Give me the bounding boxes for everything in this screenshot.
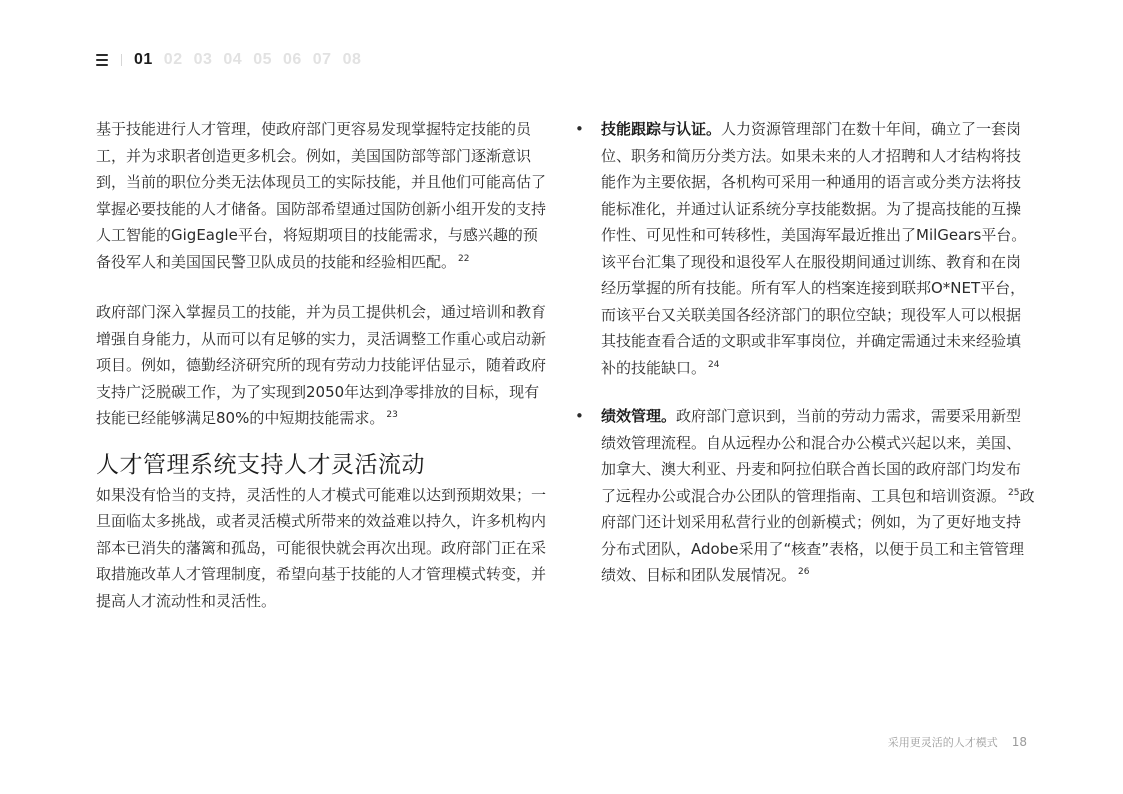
section-link-02[interactable]: 02 xyxy=(163,51,183,68)
section-link-04[interactable]: 04 xyxy=(223,51,243,68)
bullet-text: 政府部门还计划采用私营行业的创新模式；例如，为了更好地支持分布式团队，Adobe采用了“核查”表格，以便于员工和主管管理绩效、目标和团队发展情况。 xyxy=(601,486,1035,584)
body-paragraph xyxy=(96,299,551,432)
section-link-06[interactable]: 06 xyxy=(282,51,302,68)
section-link-05[interactable]: 05 xyxy=(253,51,272,68)
section-heading: 人才管理系统支持人才灵活流动 xyxy=(96,451,425,478)
footnote-ref[interactable]: 25 xyxy=(1008,487,1020,498)
section-link-07[interactable]: 07 xyxy=(312,51,332,68)
bullet-lead: 技能跟踪与认证。 xyxy=(601,120,722,138)
bullet-marker: • xyxy=(575,120,584,138)
paragraph-text: 如果没有恰当的支持，灵活性的人才模式可能难以达到预期效果；一旦面临太多挑战，或者灵活模式所带来的效益难以持久，许多机构内部本已消失的藩篱和孤岛，可能很快就会再次出现。政府部门正在采取措施改革人才管理制度，希望向基于技能的人才管理模式转变，并提高人才流动性和灵活性。 xyxy=(96,485,547,610)
body-paragraph xyxy=(96,116,551,275)
footnote-ref[interactable]: 26 xyxy=(798,567,810,577)
bullet-text: 政府部门意识到，当前的劳动力需求，需要采用新型绩效管理流程。自从远程办公和混合办公模式兴起以来，美国、加拿大、澳大利亚、丹麦和阿拉伯联合酋长国的政府部门均发布了远程办公或混合办公团队的管理指南、工具包和培训资源。 xyxy=(601,407,1022,505)
footnote-ref[interactable]: 22 xyxy=(458,253,470,264)
section-link-03[interactable]: 03 xyxy=(193,51,213,68)
footnote-ref[interactable]: 24 xyxy=(708,359,720,370)
nav-divider xyxy=(121,54,122,66)
bullet-item-performance-management xyxy=(575,403,1035,589)
page-number: 18 xyxy=(1011,735,1027,749)
bullet-marker: • xyxy=(575,407,584,425)
footer-title: 采用更灵活的人才模式 xyxy=(887,736,998,749)
right-column xyxy=(575,116,1035,589)
paragraph-text: 政府部门深入掌握员工的技能，并为员工提供机会，通过培训和教育增强自身能力，从而可以有足够的实力，灵活调整工作重心或启动新项目。例如，德勤经济研究所的现有劳动力技能评估显示，随着政府支持广泛脱碳工作，为了实现到2050年达到净零排放的目标，现有技能已经能够满足80%的中短期技能需求。 xyxy=(96,303,547,427)
bullet-item-skills-tracking xyxy=(575,116,1035,381)
left-column xyxy=(96,116,551,614)
bullet-text: 人力资源管理部门在数十年间，确立了一套岗位、职务和简历分类方法。如果未来的人才招聘和人才结构将技能作为主要依据，各机构可采用一种通用的语言或分类方法将技能标准化，并通过认证系统分享技能数据。为了提高技能的互操作性、可见性和可转移性，美国海军最近推出了MilGears平台。该平台汇集了现役和退役军人在服役期间通过训练、教育和在岗经历掌握的所有技能。所有军人的档案连接到联邦O*NET平台，而该平台又关联美国各经济部门的职位空缺；现役军人可以根据其技能查看合适的文职或非军事岗位，并确定需通过未来经验填补的技能缺口。 xyxy=(601,120,1027,377)
footnote-ref[interactable]: 23 xyxy=(386,410,398,420)
paragraph-text: 基于技能进行人才管理，使政府部门更容易发现掌握特定技能的员工，并为求职者创造更多机会。例如，美国国防部等部门逐渐意识到，当前的职位分类无法体现员工的实际技能，并且他们可能高估了掌握必要技能的人才储备。国防部希望通过国防创新小组开发的支持人工智能的GigEagle平台，将短期项目的技能需求，与感兴趣的预备役军人和美国国民警卫队成员的技能和经验相匹配。 xyxy=(96,120,547,271)
bullet-lead: 绩效管理。 xyxy=(601,407,677,425)
menu-icon[interactable] xyxy=(96,54,108,66)
page-footer xyxy=(888,734,1027,750)
section-link-08[interactable]: 08 xyxy=(342,51,362,68)
section-link-01[interactable]: 01 xyxy=(134,51,153,68)
body-paragraph xyxy=(96,482,551,615)
section-nav xyxy=(96,49,372,71)
